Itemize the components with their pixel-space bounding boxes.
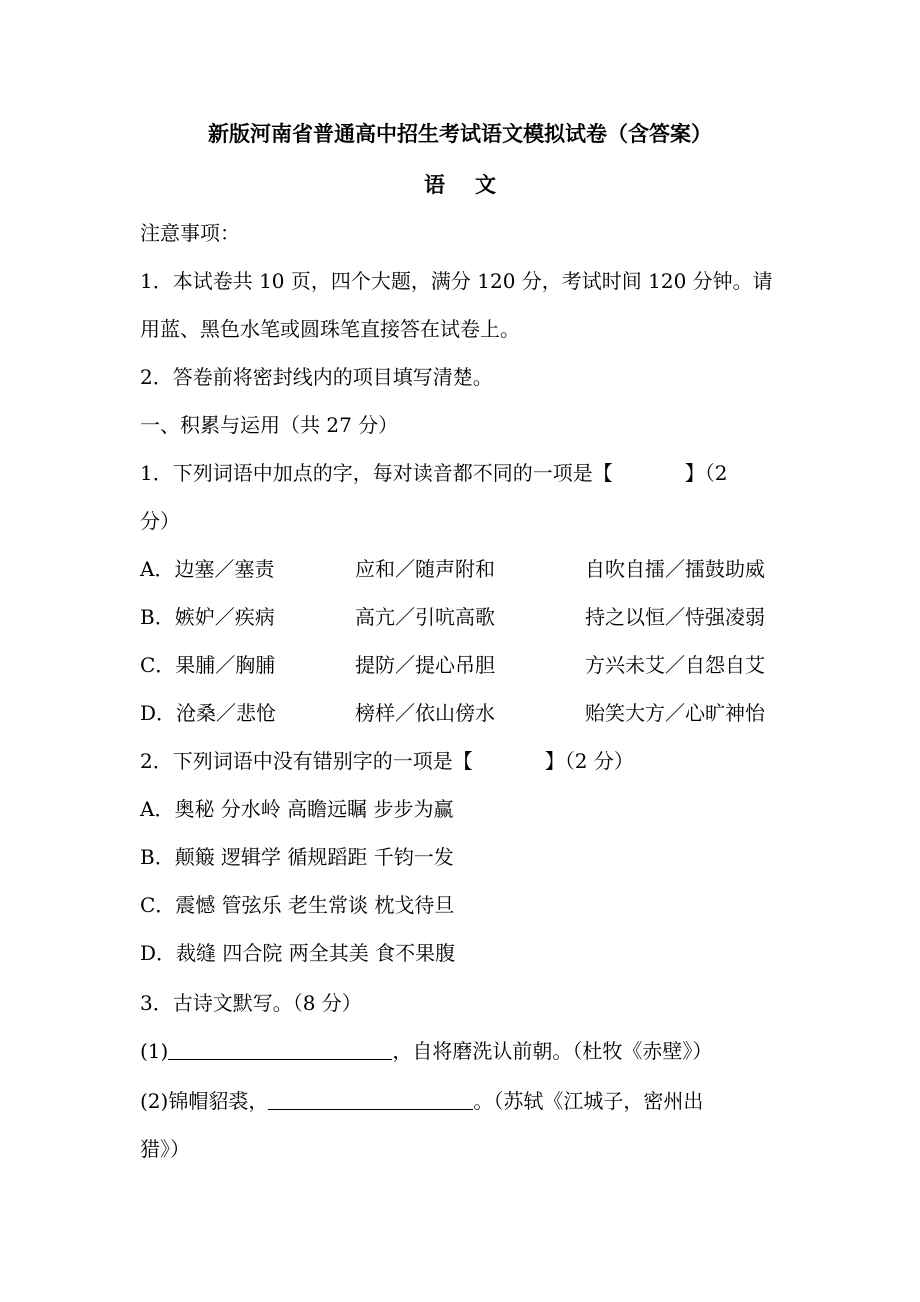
option-b-pair-3: 持之以恒／恃强凌弱 <box>585 605 765 629</box>
question-2-option-c: C．震憾 管弦乐 老生常谈 枕戈待旦 <box>140 893 455 917</box>
question-2-option-d: D．裁缝 四合院 两全其美 食不果腹 <box>140 941 456 965</box>
question-2-option-b: B．颠簸 逻辑学 循规蹈距 千钧一发 <box>140 845 454 869</box>
question-1-option-b <box>140 602 785 632</box>
question-3-part-2-line-2: 猎》） <box>140 1137 190 1161</box>
option-c-pair-2: 提防／提心吊胆 <box>355 653 495 677</box>
part-1-number: (1) <box>140 1039 169 1063</box>
notes-heading: 注意事项： <box>140 221 240 245</box>
question-1-option-a <box>140 554 785 584</box>
question-1-stem <box>140 458 785 488</box>
question-2-points: 】（2 分） <box>544 749 634 773</box>
option-b-pair-1: B．嫉妒／疾病 <box>140 605 275 629</box>
question-1-stem-text: 1．下列词语中加点的字，每对读音都不同的一项是【 <box>140 461 613 485</box>
fill-blank-2[interactable] <box>268 1087 473 1110</box>
option-a-pair-1: A．边塞／塞责 <box>140 557 275 581</box>
question-1-option-d <box>140 698 785 728</box>
option-d-pair-2: 榜样／依山傍水 <box>355 701 495 725</box>
option-b-pair-2: 高亢／引吭高歌 <box>355 605 495 629</box>
part-2-source: 。（苏轼《江城子，密州出 <box>473 1089 704 1113</box>
note-item-1-line-2: 用蓝、黑色水笔或圆珠笔直接答在试卷上。 <box>140 317 520 341</box>
option-a-pair-2: 应和／随声附和 <box>355 557 495 581</box>
fill-blank-1[interactable] <box>168 1037 392 1060</box>
note-item-1-line-1: 1．本试卷共 10 页，四个大题，满分 120 分，考试时间 120 分钟。请 <box>140 269 773 293</box>
question-2-stem <box>140 746 785 776</box>
question-2-option-a: A．奥秘 分水岭 高瞻远瞩 步步为赢 <box>140 797 454 821</box>
option-d-pair-3: 贻笑大方／心旷神怡 <box>585 701 765 725</box>
question-3-part-2 <box>140 1086 785 1116</box>
option-a-pair-3: 自吹自擂／擂鼓助威 <box>585 557 765 581</box>
question-3-part-1 <box>140 1036 785 1066</box>
part-2-prompt: (2)锦帽貂裘， <box>140 1089 269 1113</box>
question-2-stem-text: 2．下列词语中没有错别字的一项是【 <box>140 749 473 773</box>
document-title: 新版河南省普通高中招生考试语文模拟试卷（含答案） <box>208 121 712 146</box>
option-c-pair-1: C．果脯／胸脯 <box>140 653 276 677</box>
option-d-pair-1: D．沧桑／悲怆 <box>140 701 277 725</box>
option-c-pair-3: 方兴未艾／自怨自艾 <box>585 653 765 677</box>
section-1-heading: 一、积累与运用（共 27 分） <box>140 413 399 437</box>
subject-heading: 语文 <box>424 172 526 197</box>
question-1-option-c <box>140 650 785 680</box>
note-item-2: 2．答卷前将密封线内的项目填写清楚。 <box>140 365 493 389</box>
question-1-stem-line-2: 分） <box>140 509 180 533</box>
question-3-stem: 3．古诗文默写。（8 分） <box>140 991 362 1015</box>
part-1-source: ，自将磨洗认前朝。（杜牧《赤壁》） <box>392 1039 713 1063</box>
question-1-points: 】（2 <box>684 461 728 485</box>
